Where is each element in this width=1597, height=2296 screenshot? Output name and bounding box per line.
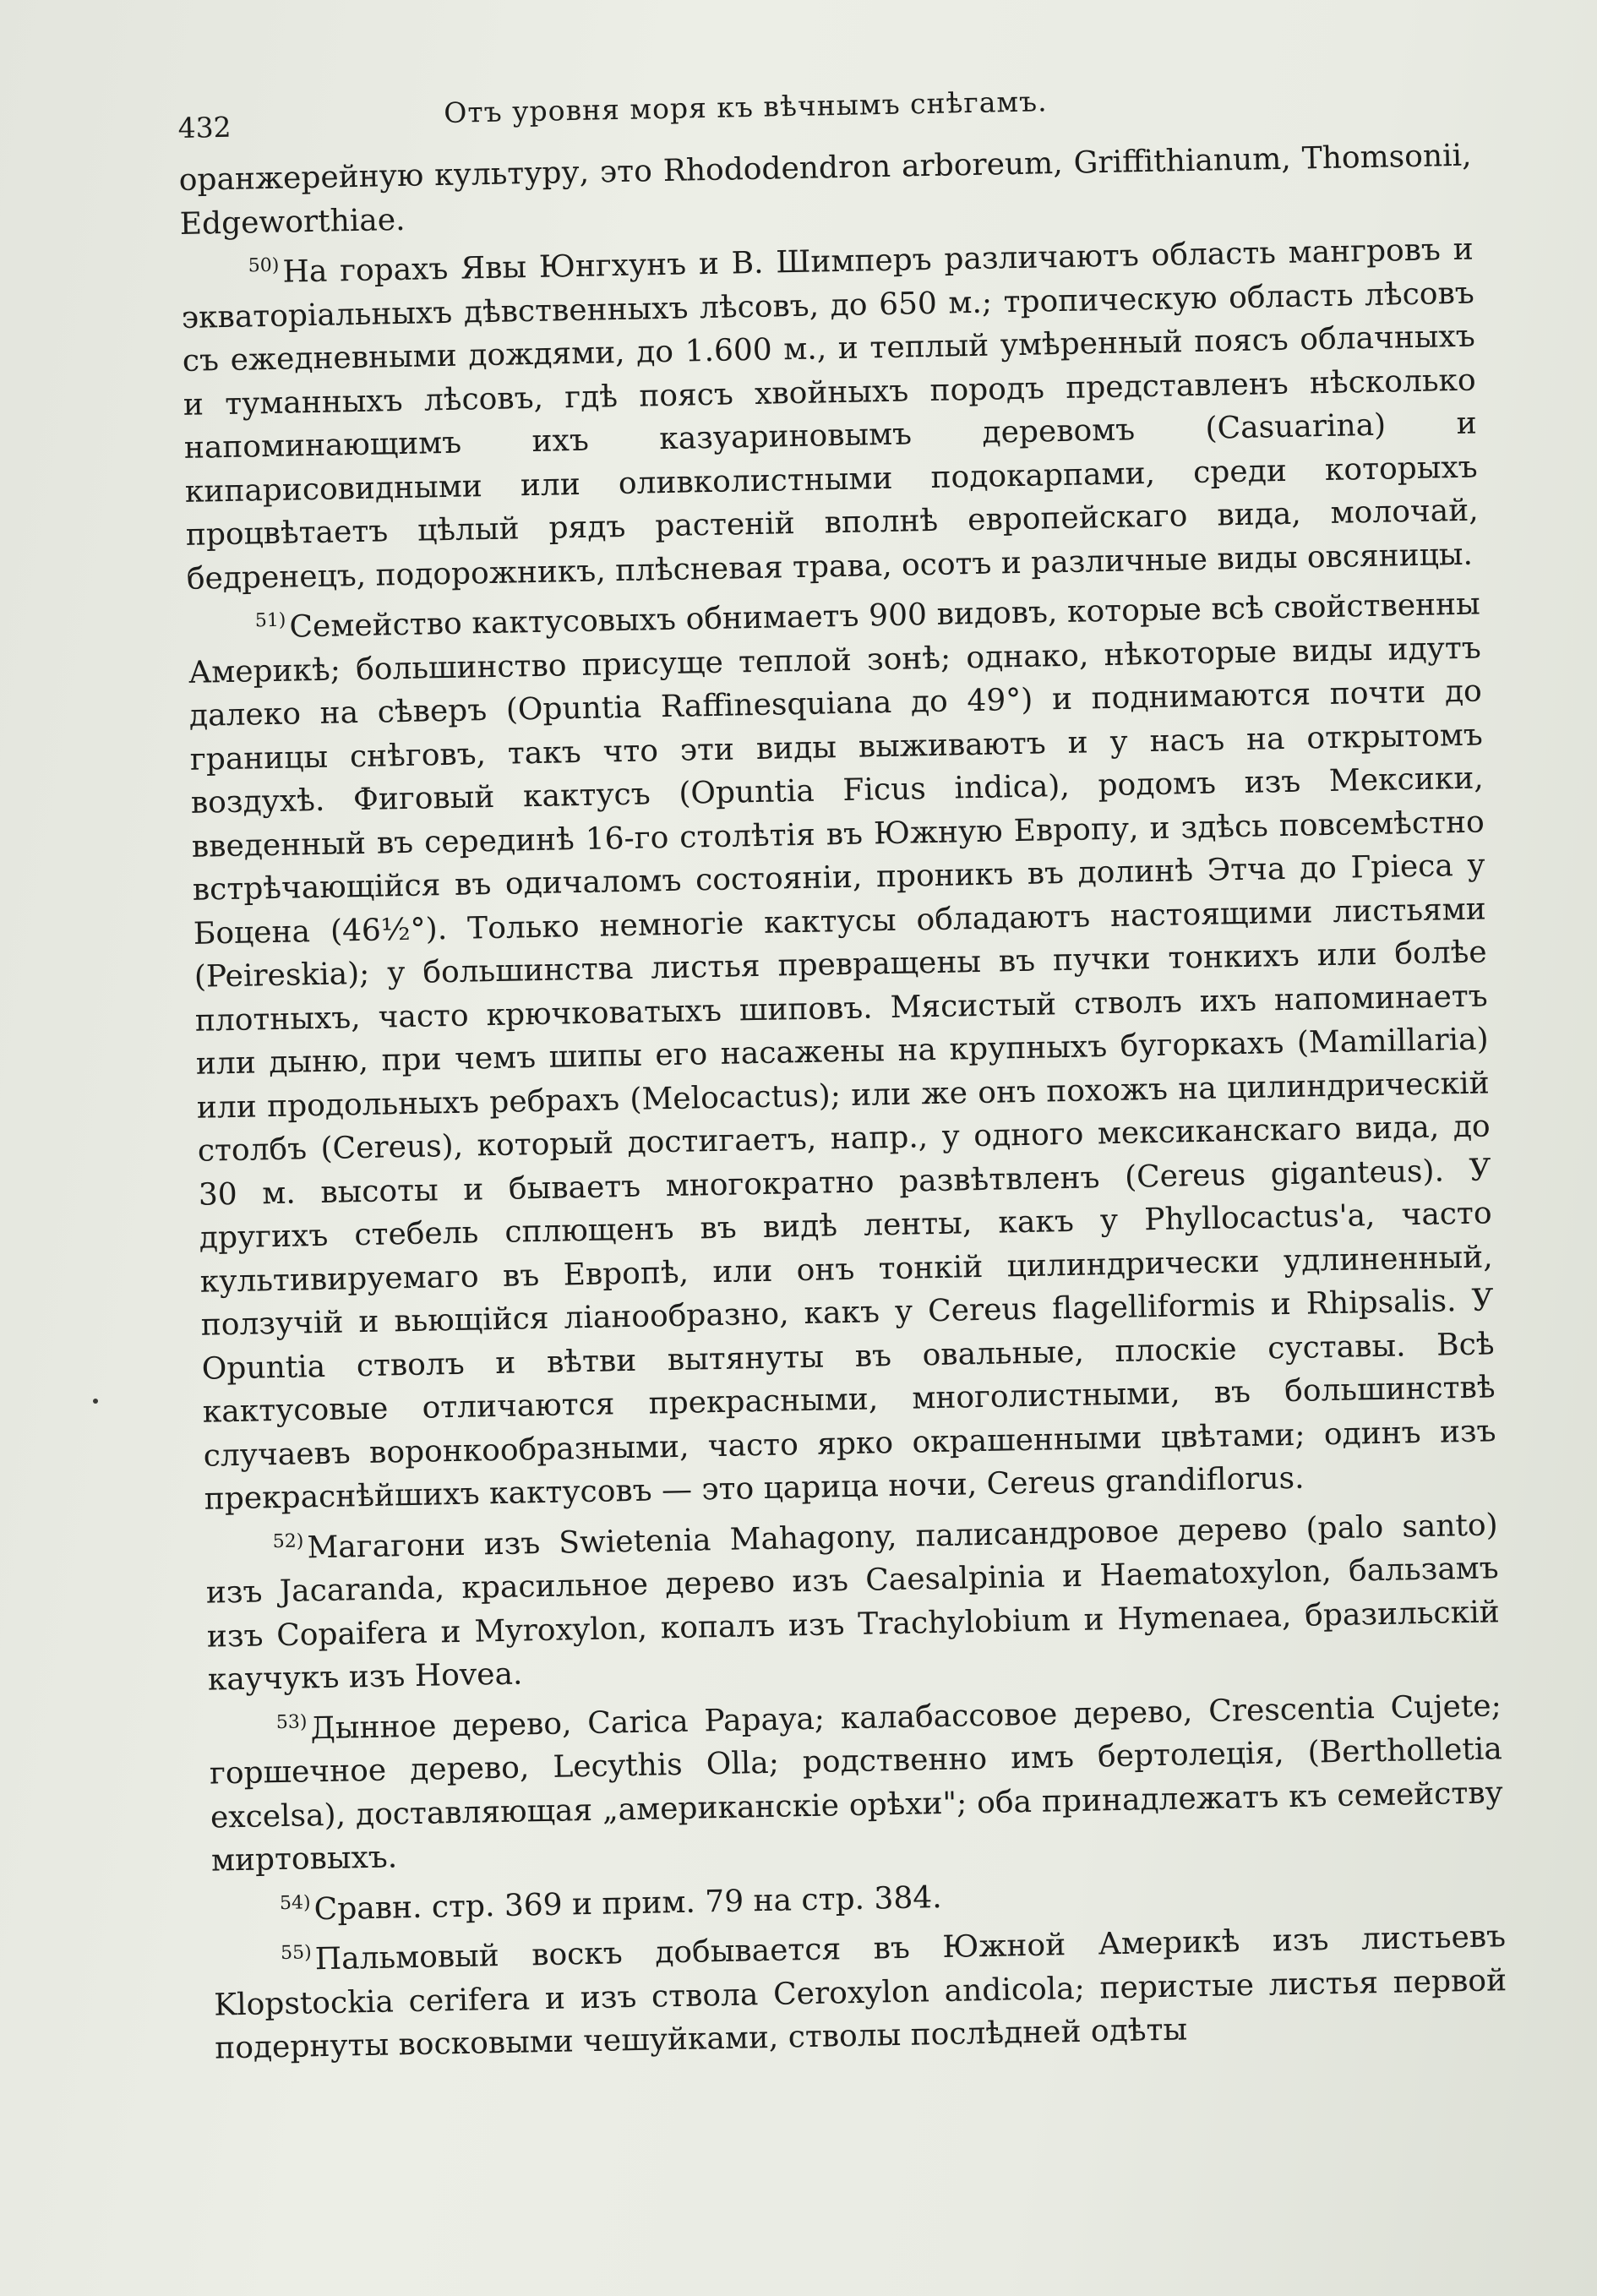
footnote-marker: 50) <box>248 254 280 277</box>
footnotes-section <box>178 134 1507 2070</box>
footnote-marker: 53) <box>275 1710 308 1733</box>
footnote-marker: 51) <box>254 609 286 632</box>
footnote-text: Сравн. стр. 369 и прим. 79 на стр. 384. <box>313 1879 942 1927</box>
running-title: Отъ уровня моря къ вѣчнымъ снѣгамъ. <box>443 85 1048 129</box>
page-number: 432 <box>177 110 232 145</box>
footnote-53 <box>208 1677 1504 1883</box>
footnote-text: Дынное дерево, Carica Papaya; калабассовое дерево, Crescentia Cujete; горшечное дерево, Lecythis Olla; родственно имъ бертолеція, (Bertholletia excelsa), доставляющая „американскіе орѣхи"; оба принадлежатъ къ семейству миртовыхъ. <box>209 1688 1504 1879</box>
footnote-text: Магагони изъ Swietenia Mahagony, палисандровое дерево (palo santo) изъ Jacaranda, красильное дерево изъ Caesalpinia и Haematoxylon, бальзамъ изъ Copaifera и Myroxylon, копалъ изъ Trachylobium и Hymenaea, бразильскій каучукъ изъ Hovea. <box>205 1507 1500 1698</box>
footnote-50 <box>180 221 1480 601</box>
footnote-55 <box>213 1908 1508 2070</box>
footnote-text: Пальмовый воскъ добывается въ Южной Америкѣ изъ листьевъ Klopstockia cerifera и изъ ствола Ceroxylon andicola; перистые листья первой подернуты восковыми чешуйками, стволы послѣдней одѣты <box>213 1919 1507 2066</box>
footnote-marker: 55) <box>280 1942 312 1965</box>
footnote-marker: 54) <box>279 1891 311 1914</box>
footnote-text: Семейство кактусовыхъ обнимаетъ 900 видовъ, которые всѣ свойственны Америкѣ; большинство присуще теплой зонѣ; однако, нѣкоторые виды идутъ далеко на сѣверъ (Opuntia Raffinesquiana до 49°) и поднимаются почти до границы снѣговъ, такъ что эти виды выживаютъ и у насъ на открытомъ воздухѣ. Фиговый кактусъ (Opuntia Ficus indica), родомъ изъ Мексики, введенный въ серединѣ 16-го столѣтія въ Южную Европу, и здѣсь повсемѣстно встрѣчающійся въ одичаломъ состояніи, проникъ въ долинѣ Этча до Гріеса у Боцена (46½°). Только немногіе кактусы обладаютъ настоящими листьями (Peireskia); у большинства листья превращены въ пучки тонкихъ или болѣе плотныхъ, часто крючковатыхъ шиповъ. Мясистый стволъ ихъ напоминаетъ или дыню, при чемъ шипы его насажены на крупныхъ бугоркахъ (Mamillaria) или продольныхъ ребрахъ (Melocactus); или же онъ похожъ на цилиндрическій столбъ (Cereus), который достигаетъ, напр., у одного мексиканскаго вида, до 30 м. высоты и бываетъ многократно развѣтвленъ (Cereus giganteus). У другихъ стебель сплющенъ въ видѣ ленты, какъ у Phyllocactus'а, часто культивируемаго въ Европѣ, или онъ тонкій цилиндрически удлиненный, ползучій и вьющійся ліанообразно, какъ у Cereus flagelliformis и Rhipsalis. У Opuntia стволъ и вѣтви вытянуты въ овальные, плоскіе суставы. Всѣ кактусовые отличаются прекрасными, многолистными, въ большинствѣ случаевъ воронкообразными, часто ярко окрашенными цвѣтами; одинъ изъ прекраснѣйшихъ кактусовъ — это царица ночи, Cereus grandiflorus. <box>188 586 1496 1517</box>
footnote-text: На горахъ Явы Юнгхунъ и В. Шимперъ различаютъ область мангровъ и экваторіальныхъ дѣвственныхъ лѣсовъ, до 650 м.; тропическую область лѣсовъ съ ежедневными дождями, до 1.600 м., и теплый умѣренный поясъ облачныхъ и туманныхъ лѣсовъ, гдѣ поясъ хвойныхъ породъ представленъ нѣсколько напоминающимъ ихъ казуариновымъ деревомъ (Casuarina) и кипарисовидными или оливколистными подокарпами, среди которыхъ процвѣтаетъ цѣлый рядъ растеній вполнѣ европейскаго вида, молочай, бедренецъ, подорожникъ, плѣсневая трава, осотъ и различные виды овсяницы. <box>181 232 1479 597</box>
footnote-text: оранжерейную культуру, это Rhododendron arboreum, Griffithianum, Thomsonii, Edgeworthiae. <box>178 138 1472 242</box>
footnote-52 <box>204 1497 1501 1702</box>
book-page <box>177 77 1507 2070</box>
paper-speck <box>93 1399 98 1404</box>
footnote-marker: 52) <box>272 1530 304 1552</box>
footnote-51 <box>187 576 1497 1522</box>
